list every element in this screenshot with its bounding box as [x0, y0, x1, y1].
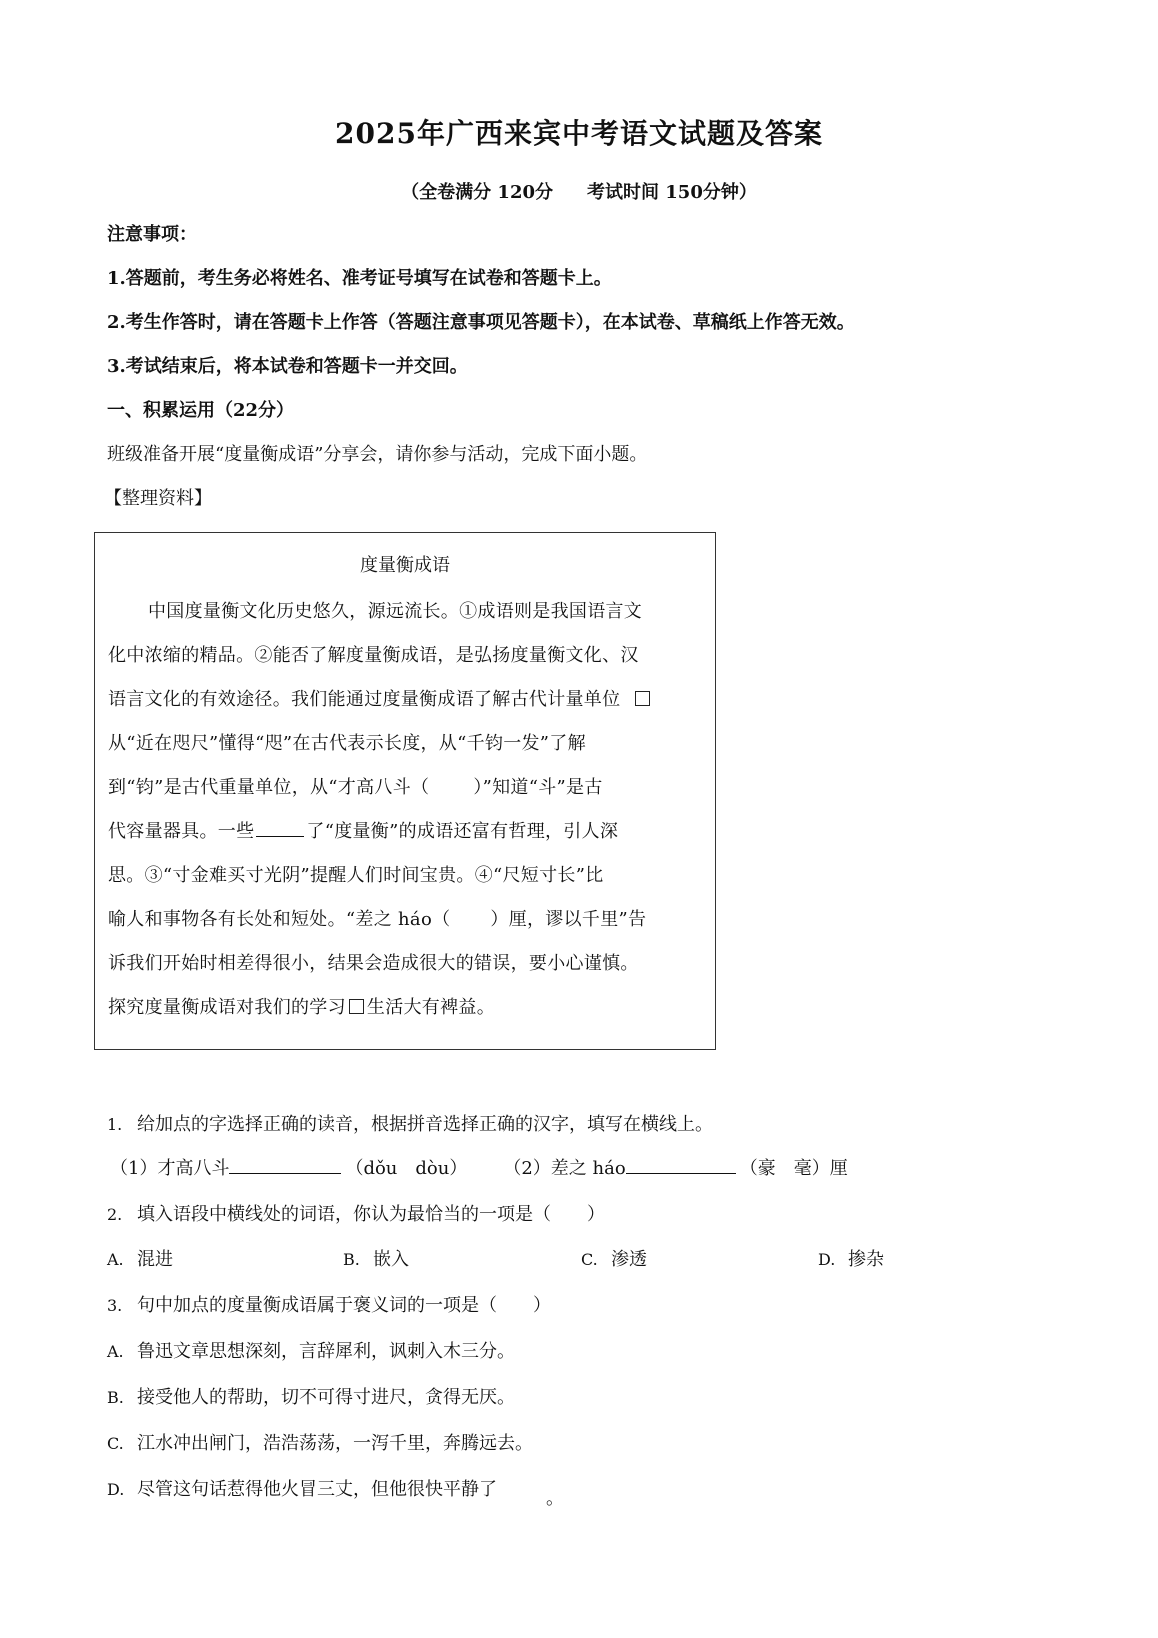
- question-number: 1.: [107, 1115, 123, 1134]
- passage-text: 了“度量衡”的成语还富有哲理，引人深: [306, 821, 619, 842]
- passage-text: 探究度量衡成语对我们的学习: [108, 997, 346, 1018]
- question-1-items: [110, 1154, 848, 1180]
- passage-line: 思。③“寸金难买寸光阴”提醒人们时间宝贵。④“尺短寸长”比: [108, 865, 604, 886]
- answer-blank-2[interactable]: [626, 1157, 736, 1174]
- note-item-3: 3.考试结束后，将本试卷和答题卡一并交回。: [107, 356, 468, 377]
- option-d[interactable]: D. 掺杂: [818, 1249, 884, 1270]
- passage-text: 语言文化的有效途径。我们能通过度量衡成语了解古代计量单位: [108, 689, 621, 710]
- note-item-2: 2.考生作答时，请在答题卡上作答（答题注意事项见答题卡），在本试卷、草稿纸上作答无效。: [107, 312, 855, 333]
- passage-text: 代容量器具。一些: [108, 821, 255, 842]
- passage-text: 喻人和事物各有长处和短处。“差之 háo（: [108, 909, 451, 930]
- question-text: 句中加点的度量衡成语属于褒义词的一项是（ ）: [137, 1295, 551, 1316]
- passage-line: [108, 817, 618, 843]
- material-label: 【整理资料】: [104, 488, 212, 509]
- punctuation-box-2: [349, 999, 364, 1014]
- option-c[interactable]: C. 江水冲出闸门，浩浩荡荡，一泻千里，奔腾远去。: [107, 1433, 533, 1454]
- total-score: （全卷满分 120分: [401, 182, 553, 203]
- passage-line: 中国度量衡文化历史悠久，源远流长。①成语则是我国语言文: [148, 601, 643, 622]
- punctuation-box-1: [635, 691, 650, 706]
- exam-duration: 考试时间 150分钟）: [587, 182, 757, 203]
- passage-line: [108, 773, 603, 799]
- section-heading: 一、积累运用（22分）: [107, 400, 295, 421]
- option-a[interactable]: A. 混进: [107, 1249, 173, 1270]
- question-number: 2.: [107, 1205, 123, 1224]
- question-1: [107, 1110, 713, 1136]
- material-title: 度量衡成语: [360, 555, 450, 576]
- passage-line: 从“近在咫尺”懂得“咫”在古代表示长度，从“千钧一发”了解: [108, 733, 586, 754]
- question-text: 给加点的字选择正确的读音，根据拼音选择正确的汉字，填写在横线上。: [137, 1114, 713, 1135]
- fill-blank: [256, 820, 304, 837]
- trailing-period: 。: [546, 1488, 564, 1509]
- exam-title: 2025年广西来宾中考语文试题及答案: [335, 117, 823, 150]
- passage-text: ）”知道“斗”是古: [473, 777, 603, 798]
- option-b[interactable]: B. 接受他人的帮助，切不可得寸进尺，贪得无厌。: [107, 1387, 515, 1408]
- passage-line: [108, 685, 653, 711]
- passage-line: 化中浓缩的精品。②能否了解度量衡成语，是弘扬度量衡文化、汉: [108, 645, 639, 666]
- item-2-text: （2）差之 háo: [503, 1158, 626, 1179]
- item-2-choices: （豪 毫）厘: [739, 1158, 848, 1179]
- question-number: 3.: [107, 1296, 123, 1315]
- question-text: 填入语段中横线处的词语，你认为最恰当的一项是（ ）: [137, 1204, 605, 1225]
- answer-blank-1[interactable]: [229, 1157, 341, 1174]
- question-2: [107, 1200, 605, 1226]
- passage-line: 诉我们开始时相差得很小，结果会造成很大的错误，要小心谨慎。: [108, 953, 639, 974]
- option-c[interactable]: C. 渗透: [581, 1249, 647, 1270]
- activity-intro: 班级准备开展“度量衡成语”分享会，请你参与活动，完成下面小题。: [107, 444, 648, 465]
- passage-text: 到“钧”是古代重量单位，从“才高八斗（: [108, 777, 430, 798]
- passage-text: 生活大有裨益。: [366, 997, 496, 1018]
- passage-line: [108, 993, 495, 1019]
- passage-text: ）厘，谬以千里”告: [490, 909, 647, 930]
- option-a[interactable]: A. 鲁迅文章思想深刻，言辞犀利，讽刺入木三分。: [107, 1341, 515, 1362]
- option-b[interactable]: B. 嵌入: [343, 1249, 409, 1270]
- item-1-text: （1）才高八斗: [110, 1158, 230, 1179]
- option-d[interactable]: D. 尽管这句话惹得他火冒三丈，但他很快平静了: [107, 1479, 497, 1500]
- material-box: [94, 532, 716, 1050]
- note-item-1: 1.答题前，考生务必将姓名、准考证号填写在试卷和答题卡上。: [107, 268, 612, 289]
- item-1-choices: （dǒu dòu）: [345, 1158, 468, 1179]
- exam-subtitle: [0, 178, 1158, 204]
- notes-heading: 注意事项：: [107, 224, 197, 245]
- question-3: [107, 1291, 551, 1317]
- passage-line: [108, 905, 646, 931]
